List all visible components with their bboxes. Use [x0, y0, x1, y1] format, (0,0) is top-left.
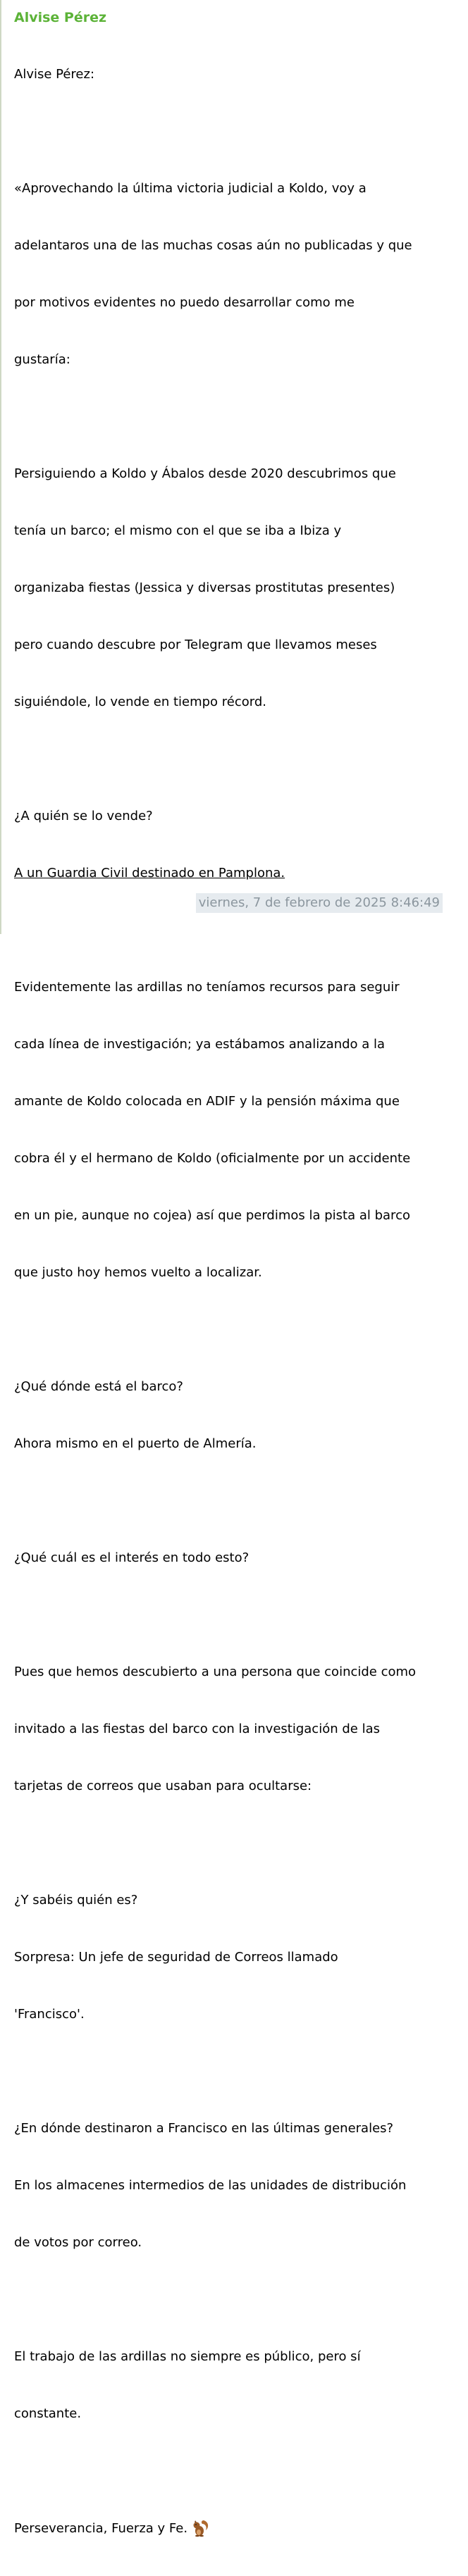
sender-name[interactable]: Alvise Pérez	[14, 10, 107, 25]
text-line: tenía un barco; el mismo con el que se iba a Ibiza y	[14, 523, 342, 538]
blank-line	[14, 407, 462, 426]
closing-line	[14, 2518, 462, 2538]
text-line: ¿Qué dónde está el barco?	[14, 1379, 183, 1394]
text-line: Sorpresa: Un jefe de seguridad de Correos llamado	[14, 1950, 338, 1965]
blank-line	[14, 1491, 462, 1510]
blank-line	[14, 921, 462, 940]
blank-line	[14, 1320, 462, 1339]
text-line: en un pie, aunque no cojea) así que perdimos la pista al barco	[14, 1208, 410, 1223]
text-line: Ahora mismo en el puerto de Almería.	[14, 1436, 257, 1451]
underlined-text-line: A un Guardia Civil destinado en Pamplona.	[14, 866, 285, 881]
blank-line	[14, 2062, 462, 2081]
text-line: constante.	[14, 2406, 82, 2421]
text-line: pero cuando descubre por Telegram que llevamos meses	[14, 637, 377, 652]
text-line: En los almacenes intermedios de las unidades de distribución	[14, 2178, 407, 2193]
text-line: Pues que hemos descubierto a una persona que coincide como	[14, 1665, 417, 1679]
text-line: ¿Y sabéis quién es?	[14, 1893, 138, 1908]
blank-line	[14, 1605, 462, 1624]
text-line: ¿A quién se lo vende?	[14, 809, 153, 823]
blank-line	[14, 749, 462, 769]
text-line: amante de Koldo colocada en ADIF y la pensión máxima que	[14, 1094, 400, 1109]
text-line: gustaría:	[14, 352, 70, 367]
message-text	[14, 27, 462, 2576]
text-line: cobra él y el hermano de Koldo (oficialmente por un accidente	[14, 1151, 411, 1166]
text-line: de votos por correo.	[14, 2235, 142, 2250]
blank-line	[14, 2461, 462, 2480]
text-line: cada línea de investigación; ya estábamos analizando a la	[14, 1037, 386, 1052]
text-line: tarjetas de correos que usaban para ocultarse:	[14, 1779, 312, 1793]
message-timestamp: viernes, 7 de febrero de 2025 8:46:49	[196, 893, 443, 913]
text-line: Persiguiendo a Koldo y Ábalos desde 2020 descubrimos que	[14, 466, 396, 481]
text-line: por motivos evidentes no puedo desarrollar como me	[14, 295, 355, 310]
text-line: siguiéndole, lo vende en tiempo récord.	[14, 695, 266, 709]
text-line: El trabajo de las ardillas no siempre es público, pero sí	[14, 2349, 361, 2364]
text-line: organizaba fiestas (Jessica y diversas prostitutas presentes)	[14, 580, 395, 595]
text-line: que justo hoy hemos vuelto a localizar.	[14, 1265, 262, 1280]
text-line: Perseverancia, Fuerza y Fe.	[14, 2521, 188, 2536]
text-line: «Aprovechando la última victoria judicial a Koldo, voy a	[14, 181, 367, 196]
blank-line	[14, 1834, 462, 1853]
text-line: invitado a las fiestas del barco con la investigación de las	[14, 1722, 380, 1736]
text-line: ¿En dónde destinaron a Francisco en las últimas generales?	[14, 2121, 394, 2136]
blank-line	[14, 122, 462, 141]
text-line: adelantaros una de las muchas cosas aún no publicadas y que	[14, 238, 412, 253]
text-line: Alvise Pérez:	[14, 67, 95, 82]
text-line: ¿Qué cuál es el interés en todo esto?	[14, 1550, 250, 1565]
squirrel-icon	[190, 2518, 210, 2538]
blank-line	[14, 2290, 462, 2309]
text-line: Evidentemente las ardillas no teníamos recursos para seguir	[14, 980, 400, 995]
text-line: 'Francisco'.	[14, 2007, 85, 2022]
